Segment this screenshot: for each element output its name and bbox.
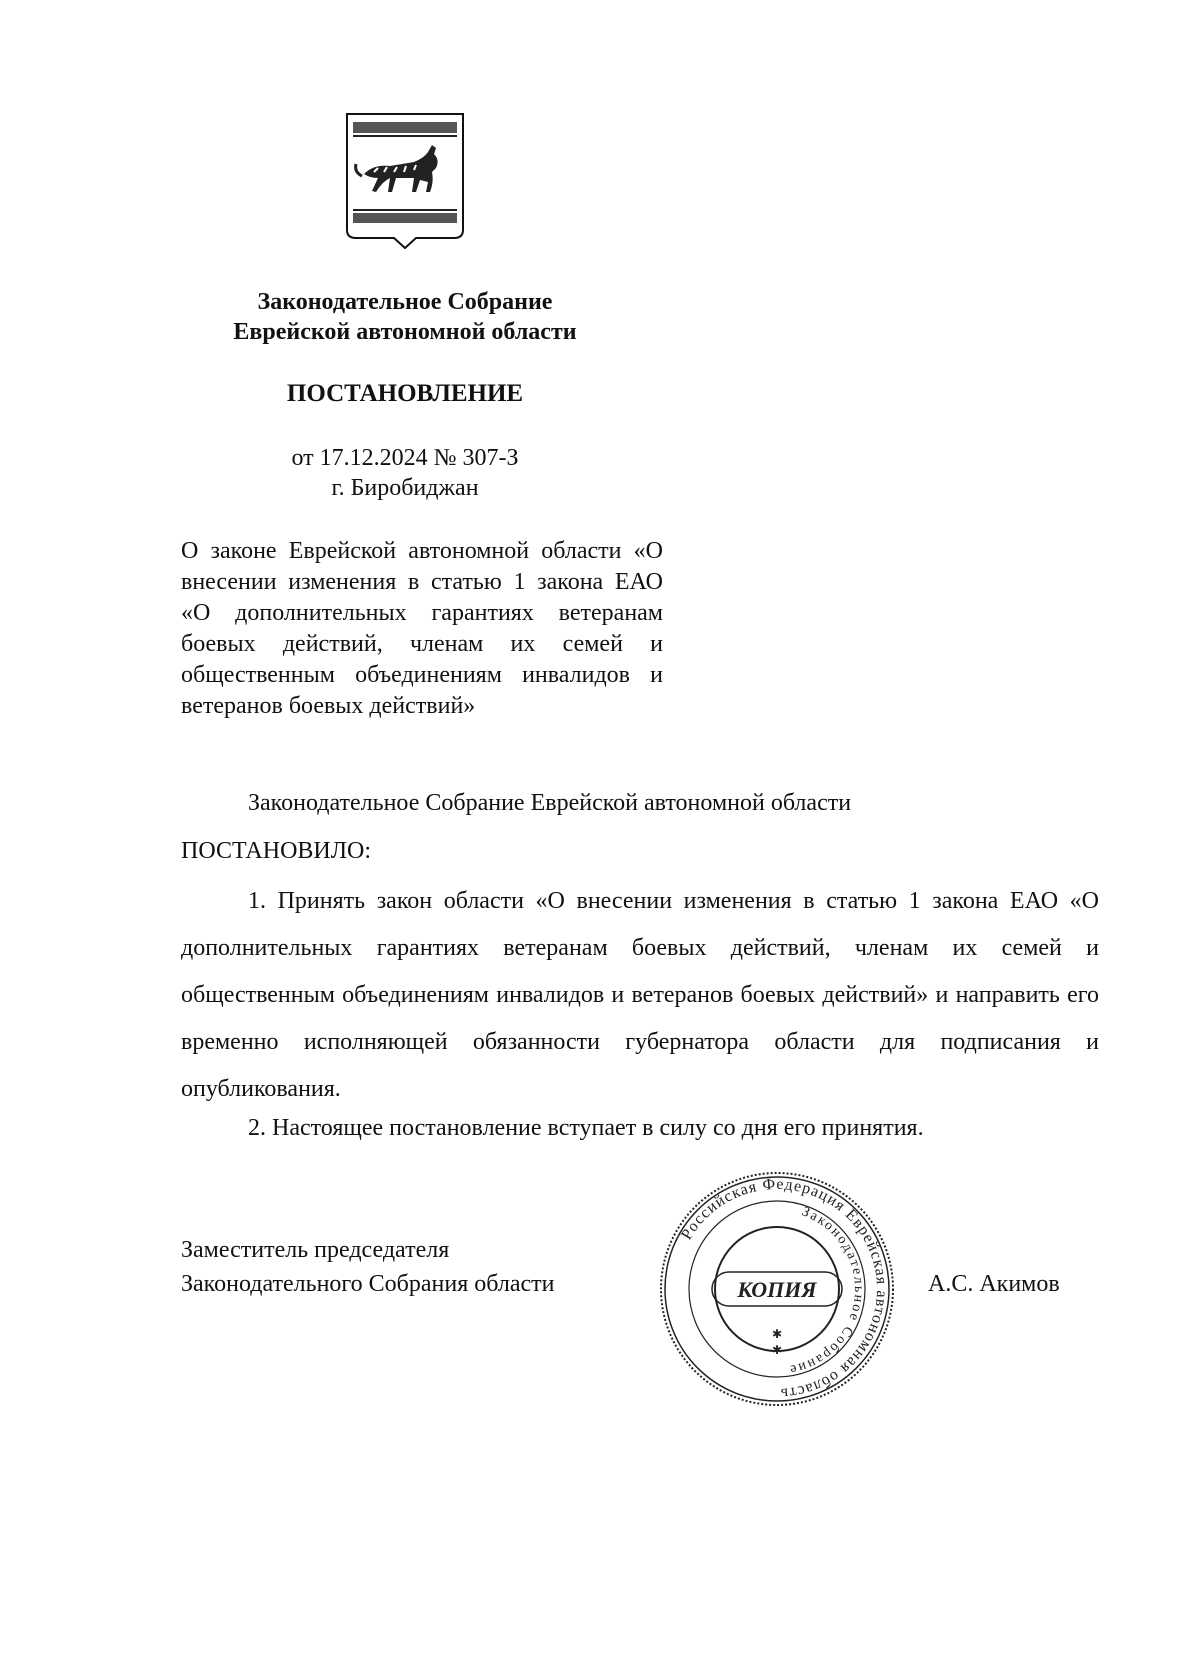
- resolution-item-1: 1. Принять закон области «О внесении изменения в статью 1 закона ЕАО «О дополнительных гарантиях ветеранам боевых действий, членам их семей и общественным объединениям инвалидов и ветеранов боевых действий» и направить его временно исполняющей обязанности губернатора области для подписания и опубликования.: [181, 888, 1099, 1102]
- document-type: ПОСТАНОВЛЕНИЕ: [286, 380, 524, 407]
- document-city: г. Биробиджан: [331, 475, 479, 501]
- resolved-heading: ПОСТАНОВИЛО:: [181, 838, 372, 864]
- tiger-coat-of-arms-icon: [344, 112, 466, 254]
- organization-name-line1: Законодательное Собрание: [257, 289, 553, 315]
- resolution-item-2: 2. Настоящее постановление вступает в силу со дня его принятия.: [248, 1115, 924, 1141]
- stamp-center-text: КОПИЯ: [737, 1277, 817, 1302]
- stamp-star-icon: ✱: [771, 1327, 783, 1341]
- stamp-inner-text: Законодательное Собрание: [786, 1204, 867, 1378]
- signatory-position-line2: Законодательного Собрания области: [181, 1271, 555, 1297]
- stamp-outer-text: Российская Федерация Еврейская автономная область: [678, 1175, 891, 1403]
- signatory-position-line1: Заместитель председателя: [181, 1237, 450, 1263]
- stamp-star-icon: ✱: [771, 1343, 783, 1357]
- organization-name-line2: Еврейской автономной области: [233, 319, 577, 345]
- signatory-name: А.С. Акимов: [928, 1271, 1060, 1297]
- document-date-number: от 17.12.2024 № 307-З: [291, 445, 519, 471]
- preamble: Законодательное Собрание Еврейской автономной области: [248, 790, 852, 816]
- document-subject: О законе Еврейской автономной области «О внесении изменения в статью 1 закона ЕАО «О дополнительных гарантиях ветеранам боевых действий, членам их семей и общественным объединениям инвалидов и ветеранов боевых действий»: [181, 538, 663, 719]
- official-stamp: [656, 1168, 898, 1410]
